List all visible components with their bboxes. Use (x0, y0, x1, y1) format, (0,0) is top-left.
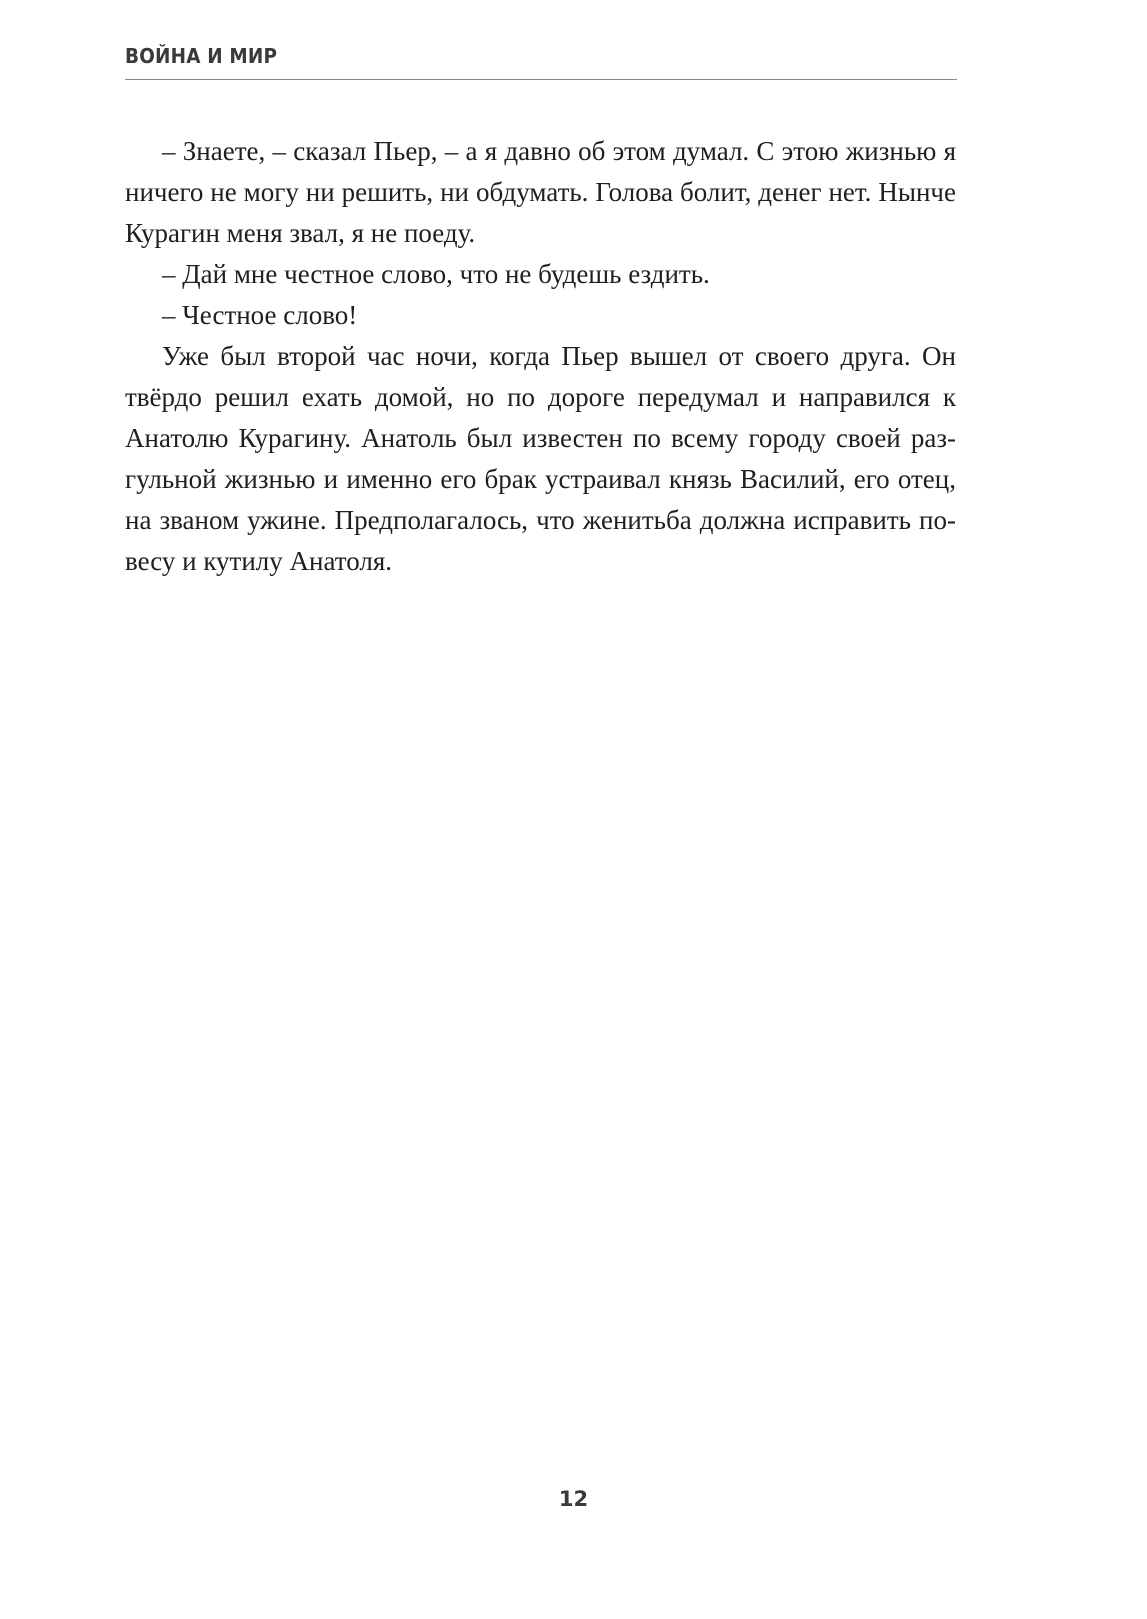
header-divider (125, 79, 957, 80)
body-text (125, 131, 956, 582)
paragraph: – Знаете, – сказал Пьер, – а я давно об этом думал. С этою жизнью я ничего не могу ни решить, ни обдумать. Голова болит, денег нет. Нынче Курагин меня звал, я не поеду. (125, 136, 956, 248)
page-number: 12 (558, 1487, 589, 1511)
paragraph: – Честное слово! (162, 300, 358, 330)
running-header: ВОЙНА И МИР (125, 44, 278, 68)
paragraph: Уже был второй час ночи, когда Пьер вышел от своего друга. Он твёрдо решил ехать домой, но по дороге передумал и направился к Анатолю Курагину. Анатоль был известен по всему городу своей разгульной жизнью и именно его брак устраивал князь Василий, его отец, на званом ужине. Предполагалось, что женитьба должна исправить повесу и кутилу Анатоля. (125, 341, 956, 576)
paragraph: – Дай мне честное слово, что не будешь ездить. (162, 259, 710, 289)
